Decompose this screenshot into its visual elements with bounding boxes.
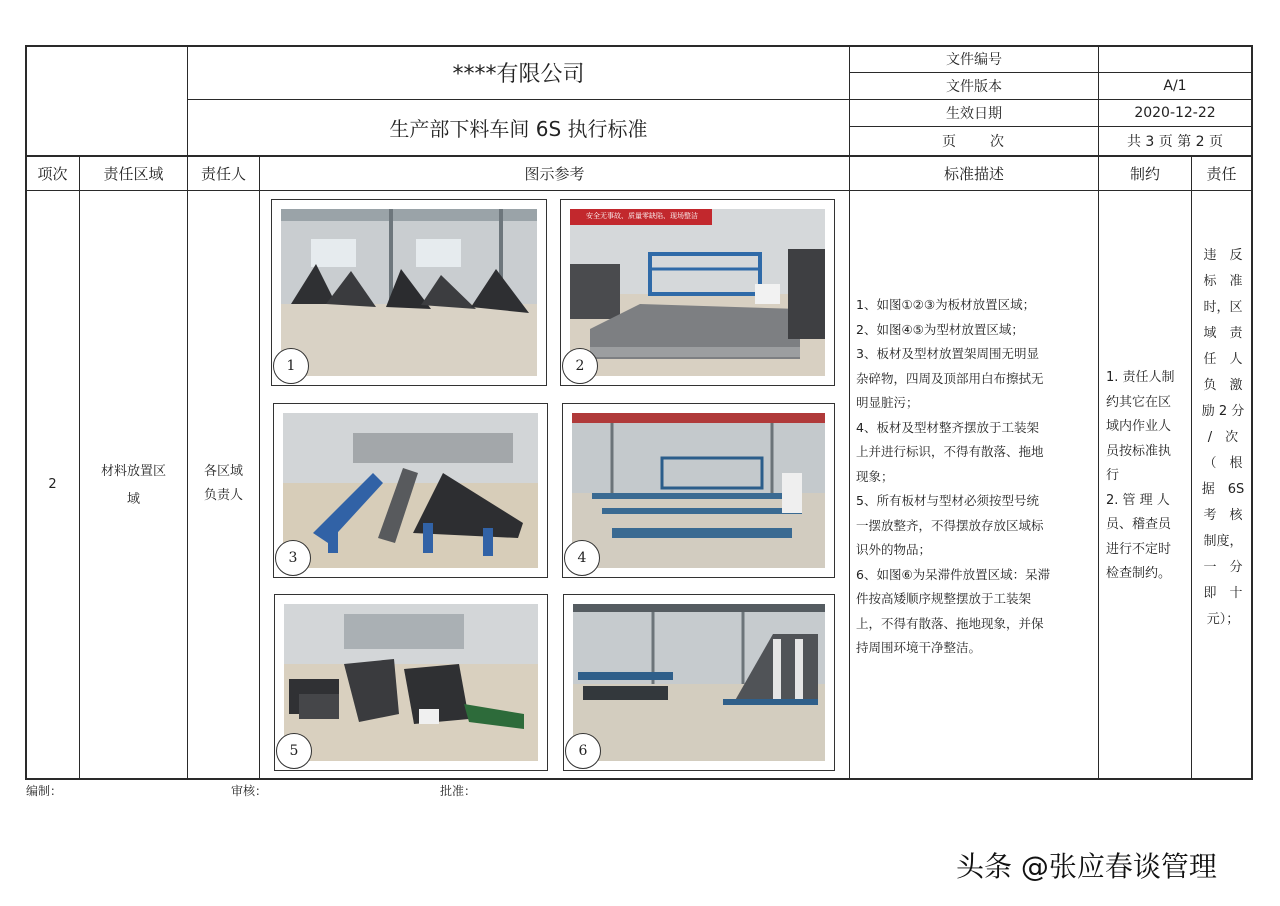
description-line: 上，不得有散落、拖地现象，并保 [856,615,1044,631]
column-header-constraint: 制约 [1129,164,1160,183]
description-line: 持周围环境干净整洁。 [856,640,982,655]
standard-description [856,293,1094,661]
responsibility-line: （ 根 [1203,456,1243,471]
photo-6 [563,594,835,771]
description-line: 现象； [856,468,894,484]
meta-label-version: 文件版本 [946,79,1002,95]
photo-number-badge: 2 [562,348,598,384]
constraint-line: 行 [1106,468,1120,483]
responsibility-line: 负 激 [1203,378,1243,393]
description-line: 1、如图①②③为板材放置区域； [856,297,1036,312]
area-line-1: 材料放置区 [100,464,166,479]
watermark: 头条 @张应春谈管理 [956,850,1217,883]
photo-number-badge: 1 [273,348,309,384]
meta-value-effective-date: 2020-12-22 [1134,105,1216,121]
description-line: 杂碎物，四周及顶部用白布擦拭无 [856,370,1044,386]
column-header-description: 标准描述 [943,164,1004,183]
footer-compiled: 编制： [26,784,63,798]
description-line: 3、板材及型材放置架周围无明显 [856,346,1039,361]
person-line-2: 负责人 [203,488,243,503]
description-line: 识外的物品； [856,542,932,557]
responsibility-line: 元）； [1206,612,1240,627]
area-line-2: 域 [126,492,140,507]
responsibility-line: 据 6S [1201,482,1245,497]
column-header-illustration: 图示参考 [524,164,585,183]
responsibility-line: 考 核 [1203,508,1243,523]
responsibility-line: 即 十 [1203,586,1243,601]
footer-approved: 批准： [440,784,477,798]
description-line: 2、如图④⑤为型材放置区域； [856,321,1024,337]
meta-value-page: 共 3 页 第 2 页 [1126,134,1224,150]
photo-number-badge: 3 [275,540,311,576]
responsibility-line: 一 分 [1203,560,1243,575]
photo-number-badge: 5 [276,733,312,769]
company-name: ****有限公司 [452,62,585,87]
photo-2 [560,199,835,386]
photo-sign-text: 安全无事故、质量零缺陷、现场整洁 [586,212,698,220]
column-header-person: 责任人 [200,164,246,183]
responsibility-line: 时，区 [1203,300,1243,315]
document-title: 生产部下料车间 6S 执行标准 [389,117,648,141]
description-line: 4、板材及型材整齐摆放于工装架 [856,419,1039,435]
responsibility-line: 违 反 [1203,248,1243,263]
constraint-line: 员按标准执 [1106,443,1172,459]
person-line-1: 各区域 [203,464,243,479]
responsibility-line: 域 责 [1203,326,1243,341]
column-header-area: 责任区域 [103,164,164,183]
photo-3 [273,403,548,578]
meta-label-doc-number: 文件编号 [946,52,1002,68]
description-line: 一摆放整齐，不得摆放存放区域标 [856,517,1044,533]
item-number: 2 [48,477,57,492]
meta-label-effective-date: 生效日期 [946,106,1002,122]
constraint-line: 进行不定时 [1106,541,1172,557]
description-line: 件按高矮顺序规整摆放于工装架 [856,591,1032,606]
column-header-item: 项次 [37,164,68,183]
description-line: 6、如图⑥为呆滞件放置区域：呆滞 [856,566,1051,582]
responsibility-line: 标 准 [1203,274,1243,289]
meta-value-version: A/1 [1163,78,1187,94]
constraint-line: 员、稽查员 [1106,517,1172,532]
description-line: 5、所有板材与型材必须按型号统 [856,493,1039,508]
responsible-area [80,458,187,514]
meta-label-page: 页 次 [942,134,1006,150]
constraint-line: 1. 责任人制 [1106,370,1175,385]
footer-reviewed: 审核： [231,784,268,798]
responsibility-text [1196,243,1250,633]
column-header-responsibility: 责任 [1206,164,1237,183]
responsible-person [188,460,259,508]
photo-number-badge: 6 [565,733,601,769]
photo-number-badge: 4 [564,540,600,576]
responsibility-line: 任 人 [1203,352,1243,367]
constraint-line: 域内作业人 [1106,419,1172,434]
responsibility-line: / 次 [1207,430,1239,445]
photo-4 [562,403,835,578]
constraint-line: 约其它在区 [1106,394,1172,410]
description-line: 明显脏污； [856,395,919,410]
photo-5 [274,594,548,771]
photo-1 [271,199,547,386]
meta-value-doc-number [1099,46,1251,72]
responsibility-line: 励 2 分 [1201,404,1245,419]
description-line: 上并进行标识，不得有散落、拖地 [856,444,1044,459]
constraint-line: 检查制约。 [1106,566,1172,581]
responsibility-line: 制度， [1203,534,1243,549]
constraint-text [1106,366,1188,587]
constraint-line: 2. 管 理 人 [1106,492,1170,508]
